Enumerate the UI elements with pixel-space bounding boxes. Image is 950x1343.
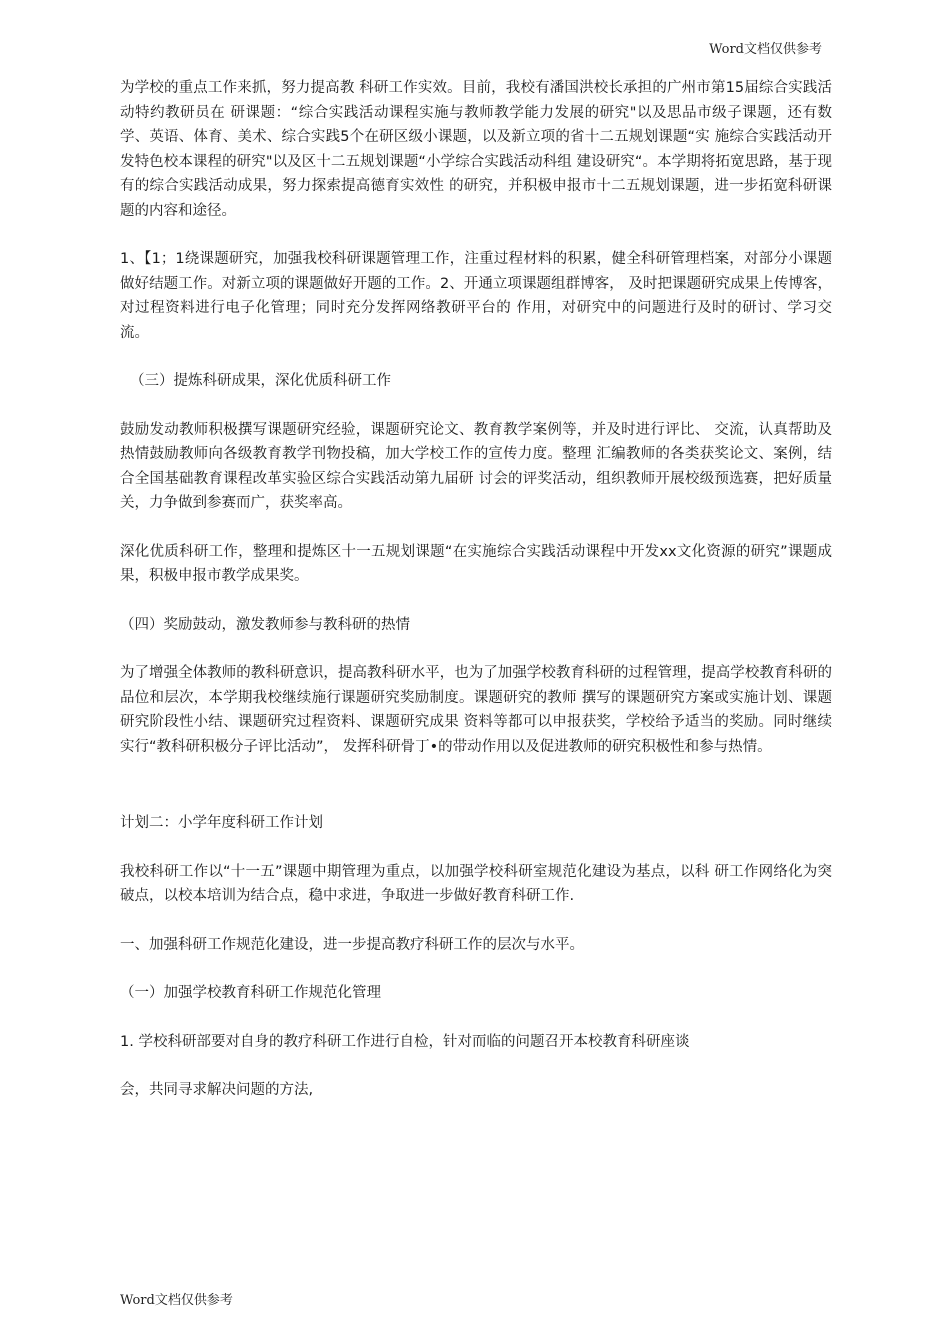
paragraph-topic-management: 1、【1；1绕课题研究，加强我校科研课题管理工作，注重过程材料的积累，健全科研管理档案，对部分小课题做好结题工作。对新立项的课题做好开题的工作。2、开通立项课题组群博客， 及时把课题研究成果上传博客，对过程资料进行电子化管理；同时充分发挥网络教研平台的 作用，对研究中的问题进行及时的研讨、学习交流。	[120, 251, 832, 341]
section-heading-one: 一、加强科研工作规范化建设，进一步提高教疗科研工作的层次与水平。	[120, 936, 584, 953]
paragraph-reward-system: 为了增强全体教师的教科研意识，提高教科研水平，也为了加强学校教育科研的过程管理，提高学校教育科研的品位和层次，本学期我校继续施行课题研究奖励制度。课题研究的教师 撰写的课题研究方案或实施计划、课题研究阶段性小结、课题研究过程资料、课题研究成果 资料等都可以申报获奖，学校给予适当的奖励。同时继续实行“教科研积极分子评比活动”， 发挥科研骨丁•的带动作用以及促进教师的研究积极性和参与热情。	[120, 665, 832, 755]
subsection-heading-one: （一）加强学校教育科研工作规范化管理	[120, 985, 381, 1001]
plan-two-title: 计划二：小学年度科研工作计划	[120, 815, 323, 831]
paragraph-self-check: 1. 学校科研部要对自身的教疗科研工作进行自检，针对而临的问题召开本校教育科研座谈	[120, 1033, 690, 1050]
paragraph-deepen-research: 深化优质科研工作，整理和提炼区十一五规划课题“在实施综合实践活动课程中开发xx文化资源的研究”课题成果，积极申报市教学成果奖。	[120, 543, 832, 584]
header-watermark-note: Word文档仅供参考	[709, 42, 822, 57]
document-body	[120, 76, 832, 1103]
section-heading-three: （三）提炼科研成果，深化优质科研工作	[130, 373, 391, 389]
paragraph-research-focus: 为学校的重点工作来抓，努力提高教 科研工作实效。目前，我校有潘国洪校长承担的广州市第15届综合实践活动特约教研员在 研课题：“综合实践活动课程实施与教师教学能力发展的研究"以及思品市级子课题，还有数 学、英语、体育、美术、综合实践5个在研区级小课题，以及新立项的省十二五规划课题“实 施综合实践活动开发特色校本课程的研究"以及区十二五规划课题“小学综合实践活动科组 建设研究“。本学期将拓宽思路，基于现有的综合实践活动成果，努力探索提高德育实效性 的研究，并积极申报市十二五规划课题，进一步拓宽科研课题的内容和途径。	[120, 80, 832, 219]
paragraph-encourage-writing: 鼓励发动教师积极撰写课题研究经验，课题研究论文、教育教学案例等，并及时进行评比、 交流，认真帮助及热情鼓励教师向各级教育教学刊物投稿，加大学校工作的宣传力度。整理 汇编教师的各类获奖论文、案例，结合全国基础教育课程改革实验区综合实践活动第九届研 讨会的评奖活动，组织教师开展校级预选赛，把好质量关，力争做到参赛而广，获奖率高。	[120, 421, 832, 511]
section-heading-four: （四）奖励鼓动，激发教师参与教科研的热情	[120, 616, 410, 633]
paragraph-plan-two-intro: 我校科研工作以“十一五”课题中期管理为重点，以加强学校科研室规范化建设为基点，以科 研工作网络化为突破点，以校本培训为结合点，稳中求进，争取进一步做好教育科研工作.	[120, 863, 832, 904]
footer-watermark-note: Word文档仅供参考	[120, 1293, 233, 1308]
paragraph-seminar: 会，共同寻求解决问题的方法,	[120, 1082, 314, 1098]
